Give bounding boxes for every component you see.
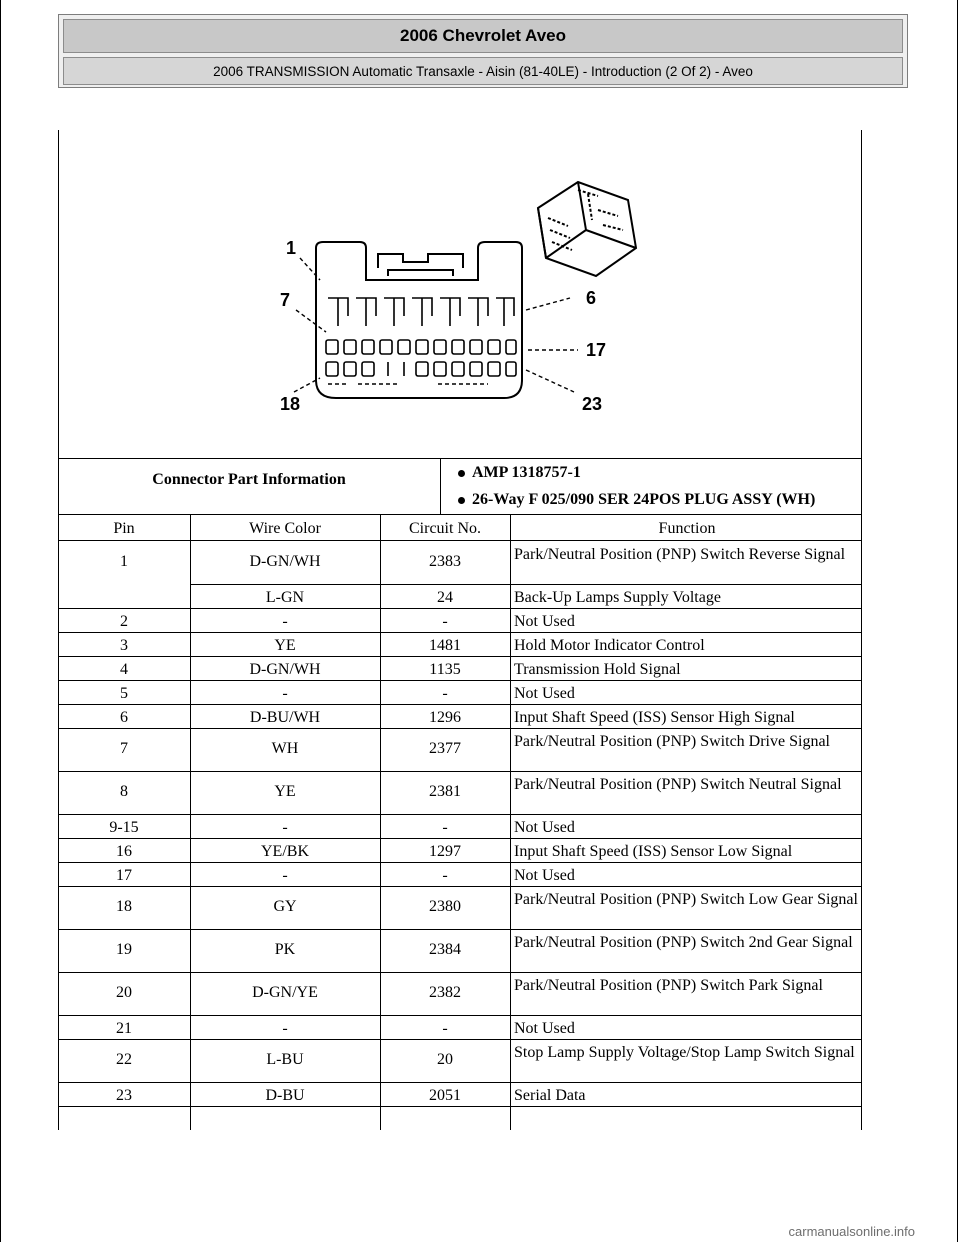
row-rule (58, 1106, 862, 1107)
wire-color-cell: L-BU (266, 1051, 304, 1068)
pin-cell: 2 (120, 613, 128, 630)
page-border-right (957, 0, 958, 1242)
function-cell: Not Used (514, 1020, 575, 1037)
rule (58, 458, 862, 459)
column-divider (380, 514, 381, 1130)
pin-cell: 16 (116, 843, 132, 860)
wire-color-cell: - (282, 685, 288, 702)
pin-cell: 3 (120, 637, 128, 654)
document-subtitle: 2006 TRANSMISSION Automatic Transaxle - Aisin (81-40LE) - Introduction (2 Of 2) - Aveo (63, 57, 903, 85)
pin-cell: 6 (120, 709, 128, 726)
page-footer (0, 1222, 960, 1242)
circuit-number-cell: 1135 (429, 661, 461, 678)
wire-color-cell: D-BU (265, 1087, 305, 1104)
pin-cell: 23 (116, 1087, 132, 1104)
connector-part-info-label: Connector Part Information (152, 471, 346, 488)
connector-part-number: AMP 1318757-1 (458, 463, 815, 483)
wire-color-cell: YE (274, 783, 296, 800)
pin-cell: 7 (120, 740, 128, 757)
page-border-left (0, 0, 1, 1242)
callout-6: 6 (586, 288, 597, 308)
function-cell: Input Shaft Speed (ISS) Sensor Low Signal (514, 843, 793, 860)
wire-color-cell: YE (274, 637, 296, 654)
circuit-number-cell: 1296 (429, 709, 461, 726)
table-row (58, 815, 862, 839)
function-cell: Stop Lamp Supply Voltage/Stop Lamp Switch Signal (514, 1044, 855, 1061)
circuit-number-cell: - (442, 685, 448, 702)
circuit-number-cell: 1481 (429, 637, 461, 654)
connector-table (58, 130, 862, 1130)
document-header (58, 14, 908, 88)
table-row (58, 681, 862, 705)
function-cell: Hold Motor Indicator Control (514, 637, 705, 654)
pin-cell: 20 (116, 984, 132, 1001)
circuit-number-cell: 20 (437, 1051, 453, 1068)
table-row (58, 863, 862, 887)
circuit-number-cell: - (442, 819, 448, 836)
function-cell: Park/Neutral Position (PNP) Switch Low Gear Signal (514, 891, 858, 908)
function-cell: Not Used (514, 867, 575, 884)
table-row (58, 839, 862, 863)
pin-cell: 19 (116, 941, 132, 958)
circuit-number-cell: 2382 (429, 984, 461, 1001)
wire-color-cell: L-GN (265, 589, 305, 606)
circuit-number-cell: - (442, 1020, 448, 1037)
table-row (58, 973, 862, 1016)
connector-end-view-diagram (58, 130, 862, 458)
callout-23: 23 (582, 394, 603, 414)
circuit-number-cell: - (442, 613, 448, 630)
column-header-wire-color: Wire Color (249, 520, 321, 537)
circuit-number-cell: 2380 (429, 898, 461, 915)
function-cell: Park/Neutral Position (PNP) Switch Neutral Signal (514, 776, 842, 793)
circuit-number-cell: 2383 (429, 553, 461, 570)
table-row (58, 542, 862, 585)
function-cell: Park/Neutral Position (PNP) Switch Reverse Signal (514, 546, 846, 563)
pin-cell: 5 (120, 685, 128, 702)
pin-cell: 21 (116, 1020, 132, 1037)
rule (58, 540, 862, 541)
table-row (58, 1016, 862, 1040)
pin-cell: 1 (120, 553, 128, 570)
rule (440, 458, 441, 514)
function-cell: Input Shaft Speed (ISS) Sensor High Signal (514, 709, 795, 726)
function-cell: Serial Data (514, 1087, 586, 1104)
circuit-number-cell: 2377 (429, 740, 461, 757)
table-row (58, 705, 862, 729)
column-divider (510, 514, 511, 1130)
wire-color-cell: - (282, 613, 288, 630)
pin-cell: 17 (116, 867, 132, 884)
callout-18: 18 (280, 394, 301, 414)
pin-cell: 18 (116, 898, 132, 915)
wire-color-cell: - (282, 819, 288, 836)
watermark: carmanualsonline.info (788, 1224, 915, 1239)
function-cell: Not Used (514, 685, 575, 702)
function-cell: Not Used (514, 819, 575, 836)
callout-7: 7 (280, 290, 291, 310)
pin-cell: 8 (120, 783, 128, 800)
document-title: 2006 Chevrolet Aveo (63, 19, 903, 53)
table-row (58, 930, 862, 973)
wire-color-cell: - (282, 867, 288, 884)
circuit-number-cell: 2051 (429, 1087, 461, 1104)
circuit-number-cell: - (442, 867, 448, 884)
connector-description: 26-Way F 025/090 SER 24POS PLUG ASSY (WH) (458, 490, 815, 510)
circuit-number-cell: 1297 (429, 843, 461, 860)
table-row (58, 633, 862, 657)
connector-part-info-list (458, 463, 815, 517)
function-cell: Back-Up Lamps Supply Voltage (514, 589, 721, 606)
table-row (58, 585, 862, 609)
column-header-function: Function (658, 520, 716, 537)
wire-color-cell: D-GN/WH (249, 553, 321, 570)
function-cell: Not Used (514, 613, 575, 630)
circuit-number-cell: 2381 (429, 783, 461, 800)
wire-color-cell: D-GN/YE (252, 984, 318, 1001)
wire-color-cell: D-GN/WH (249, 661, 321, 678)
function-cell: Park/Neutral Position (PNP) Switch 2nd Gear Signal (514, 934, 853, 951)
column-header-circuit: Circuit No. (409, 520, 481, 537)
wire-color-cell: PK (274, 941, 296, 958)
wire-color-cell: WH (271, 740, 299, 757)
pin-cell: 9-15 (109, 819, 139, 836)
column-divider (190, 514, 191, 1130)
function-cell: Transmission Hold Signal (514, 661, 681, 678)
wire-color-cell: GY (273, 898, 297, 915)
table-row (58, 1040, 862, 1083)
table-row (58, 729, 862, 772)
wire-color-cell: YE/BK (261, 843, 309, 860)
column-header-pin: Pin (113, 520, 135, 537)
table-row (58, 887, 862, 930)
function-cell: Park/Neutral Position (PNP) Switch Park Signal (514, 977, 823, 994)
callout-1: 1 (286, 238, 297, 258)
circuit-number-cell: 2384 (429, 941, 461, 958)
function-cell: Park/Neutral Position (PNP) Switch Drive Signal (514, 733, 830, 750)
table-row (58, 609, 862, 633)
pin-cell: 4 (120, 661, 128, 678)
pin-cell: 22 (116, 1051, 132, 1068)
circuit-number-cell: 24 (437, 589, 453, 606)
callout-17: 17 (586, 340, 607, 360)
table-row (58, 1083, 862, 1107)
table-row (58, 772, 862, 815)
wire-color-cell: - (282, 1020, 288, 1037)
wire-color-cell: D-BU/WH (249, 709, 321, 726)
table-row (58, 657, 862, 681)
